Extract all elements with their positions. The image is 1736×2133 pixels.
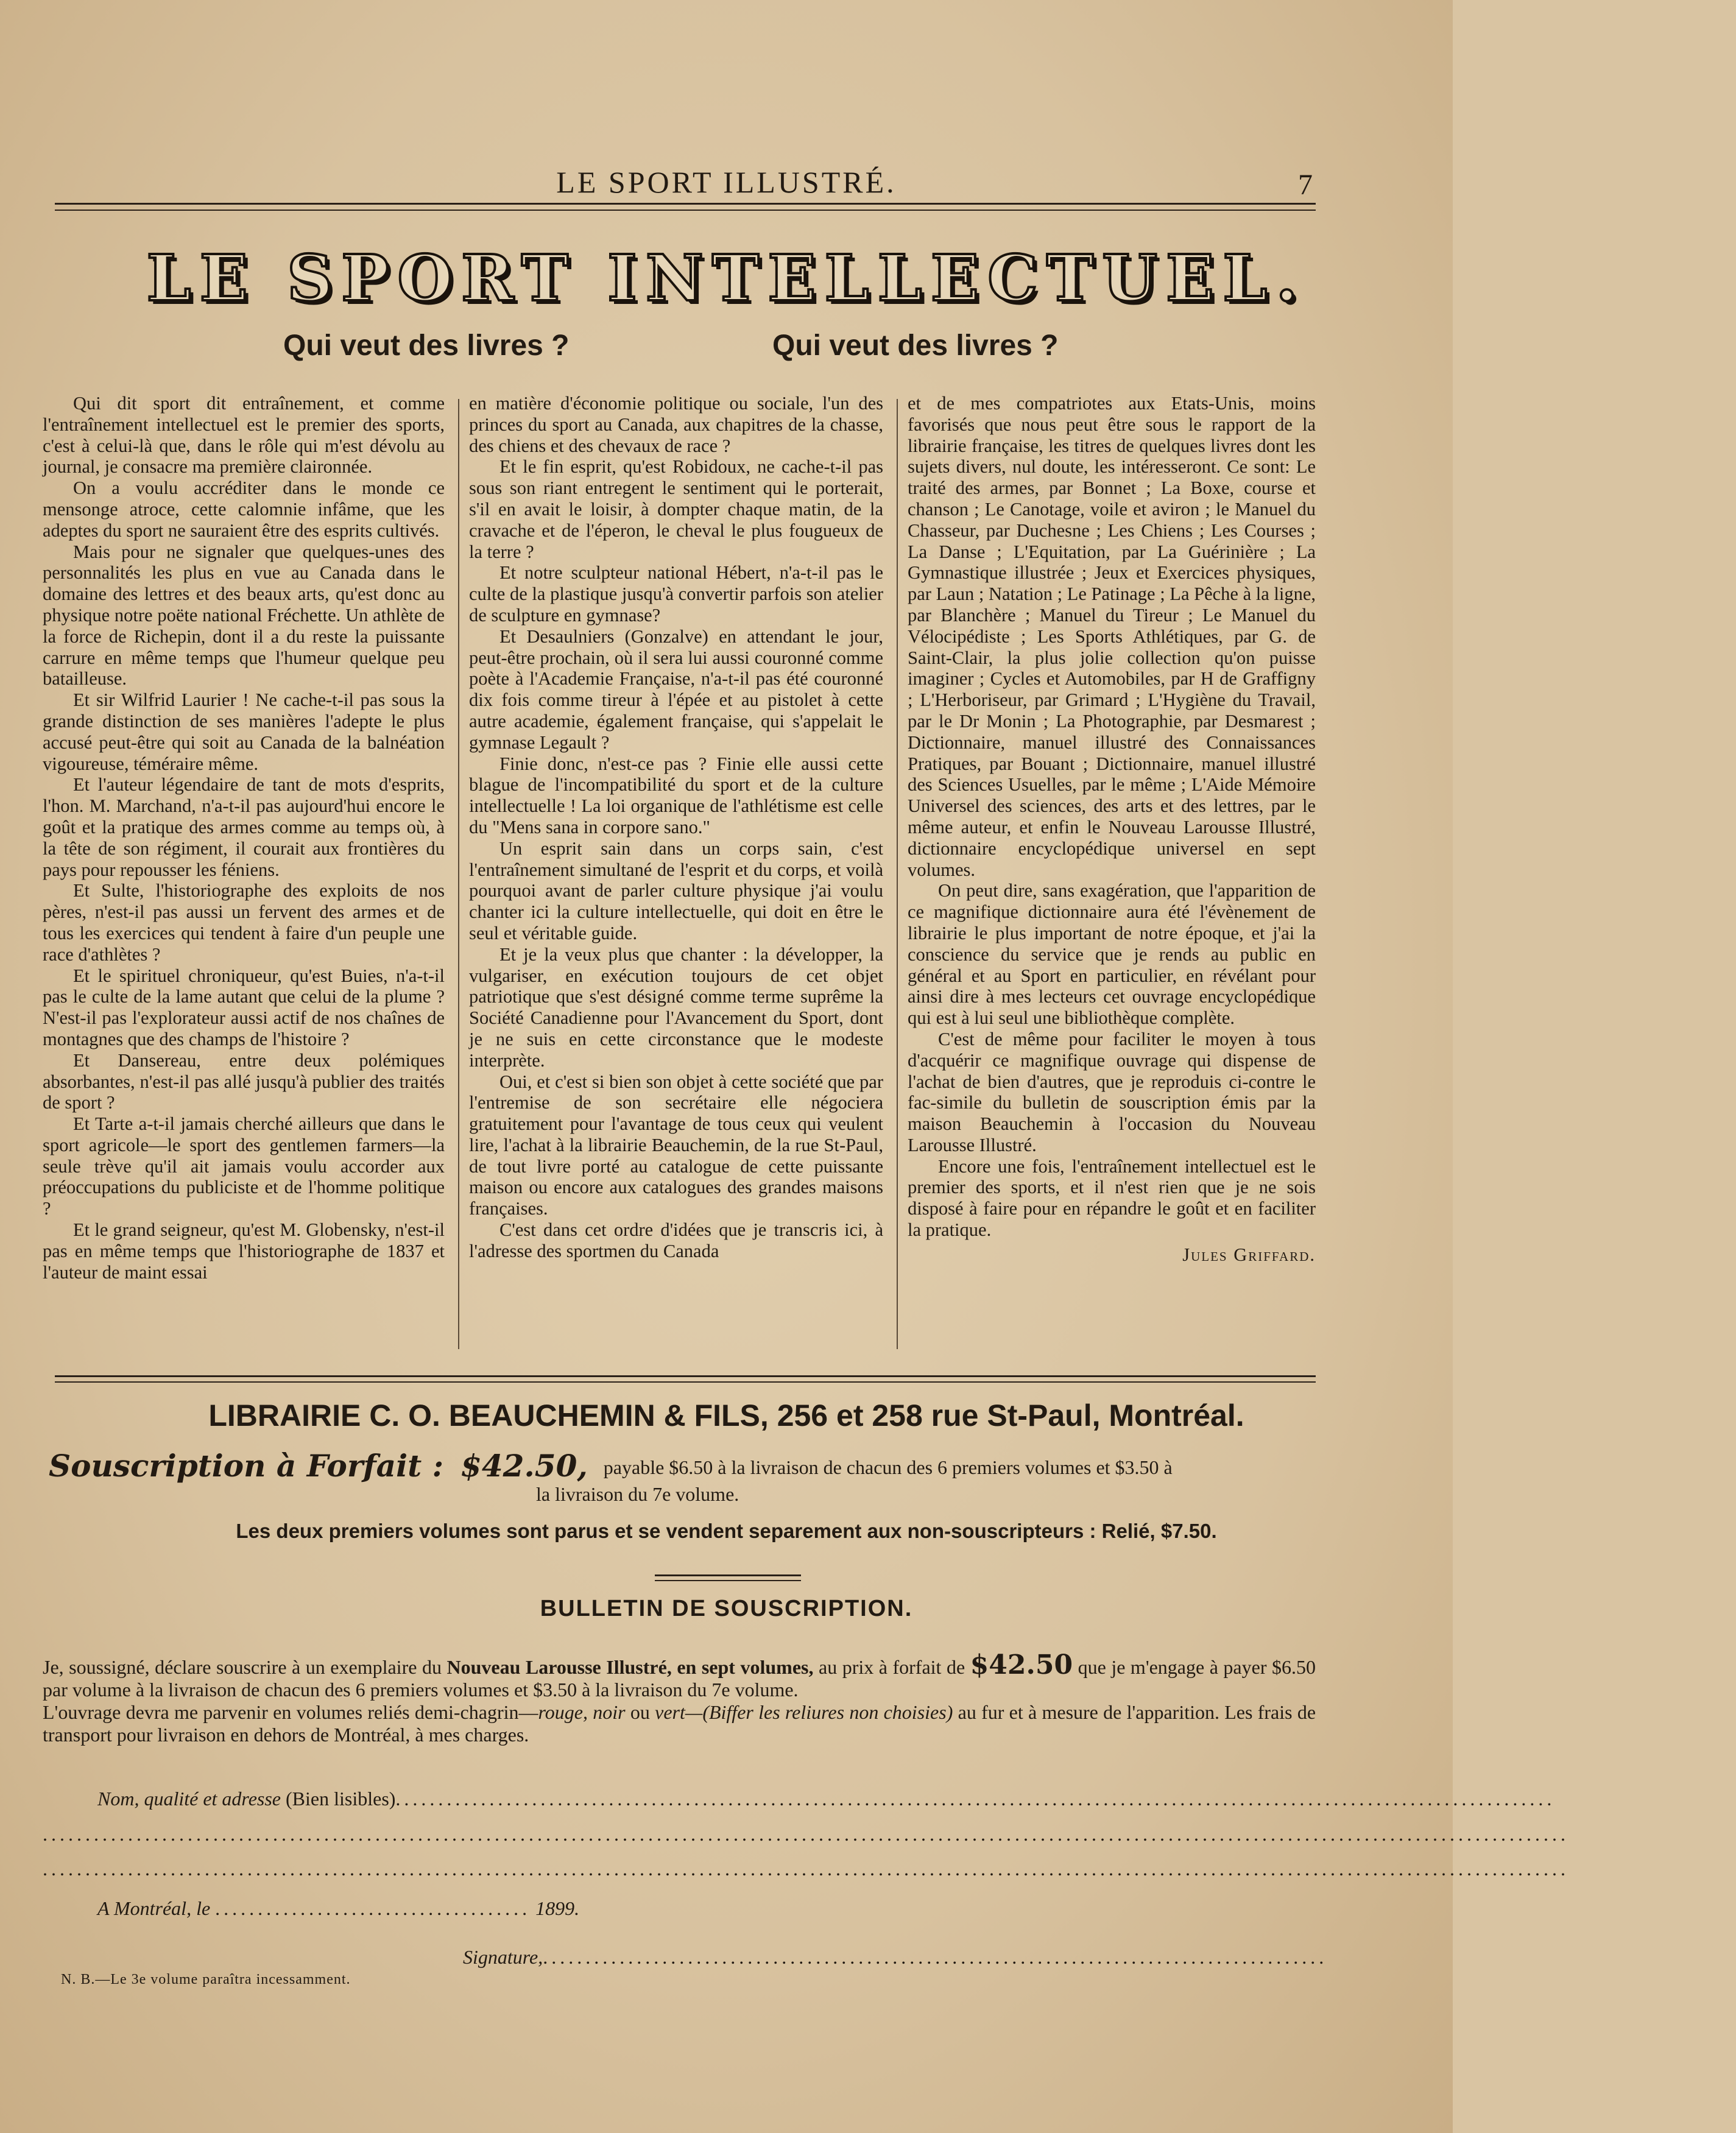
date-field[interactable]: [97, 1897, 1371, 1920]
subscription-label: Souscription à Forfait :: [49, 1448, 444, 1484]
article-title: LE SPORT INTELLECTUEL.: [146, 241, 1307, 316]
article-body: [43, 393, 1316, 1358]
article-column-2: [469, 393, 883, 1358]
paragraph: Oui, et c'est si bien son objet à cette société que par l'entremise de son secrétaire elle négociera gratuitement pour l'avantage de tous ceux qui veulent lire, l'achat à la librairie Beauchemin, de la rue St-Paul, de tout livre porté au catalogue de cette puissante maison ou encore aux catalogues des grandes maisons françaises.: [469, 1071, 883, 1219]
name-label: Nom, qualité et adresse: [97, 1788, 281, 1810]
dotted-line: ...................................................................................................................................................................................: [43, 1823, 1569, 1845]
header-rule: [55, 203, 1316, 211]
subscription-offer: [49, 1448, 1413, 1507]
name-hint: (Bien lisibles): [286, 1788, 396, 1810]
place-label: A Montréal, le: [97, 1897, 211, 1919]
paragraph: Et Dansereau, entre deux polémiques absorbantes, n'est-il pas allé jusqu'à publier des traités de sport ?: [43, 1049, 445, 1113]
signature-label: Signature,: [463, 1946, 543, 1968]
paragraph: Et le fin esprit, qu'est Robidoux, ne cache-t-il pas sous son riant entregent le sentiment qui le porterait, s'il en avait le loisir, à dompter chaque matin, de la cravache et de l'éperon, le cheval le plus fougueux de la terre ?: [469, 456, 883, 562]
paragraph: Qui dit sport dit entraînement, et comme l'entraînement intellectuel est le premier des sports, c'est à celui-là que, dans le rôle qui m'est dévolu au journal, je consacre ma première claironnée.: [43, 393, 445, 478]
paragraph: Et je la veux plus que chanter : la développer, la vulgariser, en exécution toujours de cet objet patriotique que s'est désigné comme terme suprême la Société Canadienne pour l'Avancement du Sport, dont je ne suis en cette circonstance que le modeste interprète.: [469, 943, 883, 1071]
publication-title: LE SPORT ILLUSTRÉ.: [556, 165, 897, 199]
publisher-line: LIBRAIRIE C. O. BEAUCHEMIN & FILS, 256 et 258 rue St-Paul, Montréal.: [208, 1398, 1244, 1433]
form-heading: BULLETIN DE SOUSCRIPTION.: [540, 1596, 913, 1621]
ornament-rule: [655, 1574, 801, 1581]
paragraph: Finie donc, n'est-ce pas ? Finie elle aussi cette blague de l'incompatibilité du sport et de la culture intellectuelle ! La loi organique de l'athlétisme est celle du "Mens sana in corpore sano.": [469, 753, 883, 837]
signature-field[interactable]: [463, 1946, 1736, 1969]
author-signature: Jules Griffard.: [1182, 1244, 1316, 1265]
column-divider: [458, 399, 459, 1349]
form-paragraph-1: [43, 1649, 1316, 1701]
article-column-1: [43, 393, 445, 1358]
advert-note: Les deux premiers volumes sont parus et se vendent separement aux non-souscripteurs : Relié, $7.50.: [236, 1520, 1217, 1542]
address-line-3[interactable]: [43, 1858, 1569, 1880]
subscription-price: $42.50,: [460, 1448, 588, 1484]
form-text: L'ouvrage devra me parvenir en volumes reliés demi-chagrin—: [43, 1701, 538, 1723]
article-subtitle-right: Qui veut des livres ?: [772, 330, 1059, 362]
form-text: Je, soussigné, déclare souscrire à un exemplaire du: [43, 1656, 447, 1678]
binding-option-green: vert: [655, 1701, 685, 1723]
paragraph: Et sir Wilfrid Laurier ! Ne cache-t-il pas sous la grande distinction de ses manières l'adepte le plus accusé peut-être qui soit au Canada de la balnéation vigoureuse, téméraire même.: [43, 689, 445, 774]
article-subtitle-left: Qui veut des livres ?: [283, 330, 570, 362]
form-text: au fur et à mesure de l'apparition. Les frais de transport pour livraison en dehors de Montréal, à mes charges.: [43, 1701, 1316, 1746]
paragraph: On a voulu accréditer dans le monde ce mensonge atroce, cette calomnie infâme, que les adeptes du sport ne sauraient être des esprits cultivés.: [43, 478, 445, 541]
paragraph: et de mes compatriotes aux Etats-Unis, moins favorisés que nous peut être sous le rapport de la librairie française, les titres de quelques livres dont les sujets divers, nul doute, les intéresseront. Ce sont: Le traité des armes, par Bonnet ; La Boxe, course et chanson ; Le Canotage, voile et aviron ; le Manuel du Chasseur, par Duchesne ; Les Chiens ; Les Courses ; La Danse ; L'Equitation, par La Guérinière ; La Gymnastique illustrée ; Jeux et Exercices physiques, par Laun ; Natation ; Le Patinage ; La Pêche à la ligne, par Blanchère ; Manuel du Tireur ; Le Manuel du Vélocipédiste ; Les Sports Athlétiques, par G. de Saint-Clair, la plus jolie collection qu'on puisse imaginer ; Cycles et Automobiles, par H de Graffigny ; L'Herboriseur, par Grimard ; L'Hygiène du Travail, par le Dr Monin ; La Photographie, par Desmarest ; Dictionnaire, manuel illustré des Connaissances Pratiques, par Bouant ; Dictionnaire, manuel illustré des Sciences Usuelles, par le même ; L'Aide Mémoire Universel des sciences, des arts et des lettres, par le même auteur, et enfin le Nouveau Larousse Illustré, dictionnaire encyclopédique universel en sept volumes.: [908, 393, 1316, 880]
paragraph: Et Sulte, l'historiographe des exploits de nos pères, n'est-il pas aussi un fervent des armes et de tous les exercices qui tendent à faire d'un peuple une race d'athlètes ?: [43, 880, 445, 965]
paragraph: Et le spirituel chroniqueur, qu'est Buies, n'a-t-il pas le culte de la lame autant que celui de la plume ? N'est-il pas l'explorateur aussi actif de nos chaînes de montagnes que des champs de l'histoire ?: [43, 965, 445, 1049]
dotted-line: ............................................................................................: [543, 1946, 1328, 1968]
address-line-2[interactable]: [43, 1823, 1569, 1846]
footnote: N. B.—Le 3e volume paraîtra incessamment.: [61, 1972, 351, 1987]
subscription-detail-line2: la livraison du 7e volume.: [536, 1483, 739, 1505]
form-text: au prix à forfait de: [813, 1656, 970, 1678]
paragraph: Un esprit sain dans un corps sain, c'est l'entraînement simultané de l'esprit et du corps, et voilà pourquoi avant de parler culture physique j'ai voulu chanter ici la culture intellectuelle, qui doit en être le seul et véritable guide.: [469, 837, 883, 943]
paragraph: Et l'auteur légendaire de tant de mots d'esprits, l'hon. M. Marchand, n'a-t-il pas aujourd'hui encore le goût et la pratique des armes comme au temps où, à la tête de son régiment, il courait aux frontières du pays pour repousser les féniens.: [43, 774, 445, 880]
form-paragraph-2: [43, 1701, 1316, 1746]
binding-instruction: —(Biffer les reliures non choisies): [685, 1701, 953, 1723]
paragraph: C'est de même pour faciliter le moyen à tous d'acquérir ce magnifique ouvrage qui dispense de l'achat de bien d'autres, que je reproduis ci-contre le fac-simile du bulletin de souscription émis par la maison Beauchemin à l'occasion du Nouveau Larousse Illustré.: [908, 1028, 1316, 1155]
form-book-title: Nouveau Larousse Illustré, en sept volumes,: [446, 1656, 814, 1678]
form-text: que je m'engage à payer $6.50 par volume à la livraison de chacun des 6 premiers volumes et $3.50 à la livraison du 7e volume.: [43, 1656, 1316, 1701]
subscription-detail: payable $6.50 à la livraison de chacun des 6 premiers volumes et $3.50 à: [603, 1456, 1173, 1478]
article-column-3: [908, 393, 1316, 1358]
page-number: 7: [1298, 169, 1313, 201]
paragraph: Et Tarte a-t-il jamais cherché ailleurs que dans le sport agricole—le sport des gentlemen farmers—la seule trève qu'il ait jamais voulu accorder aux préoccupations du publiciste et de l'homme politique ?: [43, 1113, 445, 1219]
dotted-line: ...................................................................................................................................................................................: [43, 1858, 1569, 1880]
section-rule: [55, 1375, 1316, 1383]
paragraph: Et le grand seigneur, qu'est M. Globensky, n'est-il pas en même temps que l'historiographe de 1837 et l'auteur de maint essai: [43, 1219, 445, 1283]
paragraph: Et Desaulniers (Gonzalve) en attendant le jour, peut-être prochain, où il sera lui aussi couronné comme poète à l'Academie Française, n'a-t-il pas été couronné dix fois comme tireur à l'épée et au pistolet à cette autre academie, également française, qui s'appelait le gymnase Legault ?: [469, 626, 883, 753]
dotted-line: .....................................: [215, 1897, 531, 1919]
year-label: 1899.: [535, 1897, 580, 1919]
form-text: ou: [625, 1701, 655, 1723]
column-divider: [897, 399, 898, 1349]
paragraph: Et notre sculpteur national Hébert, n'a-t-il pas le culte de la plastique jusqu'à convertir parfois son atelier de sculpture en gymnase?: [469, 562, 883, 626]
paragraph: On peut dire, sans exagération, que l'apparition de ce magnifique dictionnaire aura été l'évènement de librairie le plus important de notre époque, et j'ai la conscience du service que je rends au public en général et au Sport en particulier, en révélant pour ainsi dire à mes lecteurs cet ouvrage encyclopédique qui est à lui seul une bibliothèque complète.: [908, 880, 1316, 1029]
form-price: $42.50: [970, 1649, 1073, 1680]
dotted-line: ........................................................................................................................................: [395, 1788, 1556, 1810]
paragraph: en matière d'économie politique ou sociale, l'un des princes du sport au Canada, aux chapitres de la chasse, des chiens et des chevaux de race ?: [469, 393, 883, 456]
form-body: [43, 1649, 1316, 1746]
paragraph: Mais pour ne signaler que quelques-unes des personnalités les plus en vue au Canada dans le domaine des lettres et des beaux arts, qu'est donc au physique notre poëte national Fréchette. Un athlète de la force de Richepin, dont il a du reste la puissante carrure en même temps que l'humeur quelque peu batailleuse.: [43, 541, 445, 689]
paragraph: C'est dans cet ordre d'idées que je transcris ici, à l'adresse des sportmen du Canada: [469, 1219, 883, 1261]
binding-options: rouge, noir: [538, 1701, 626, 1723]
name-field[interactable]: [97, 1788, 1556, 1810]
running-header: [0, 164, 1453, 207]
paragraph: Encore une fois, l'entraînement intellectuel est le premier des sports, et il n'est rien que je ne sois disposé à faire pour en répandre le goût et en faciliter la pratique.: [908, 1155, 1316, 1241]
